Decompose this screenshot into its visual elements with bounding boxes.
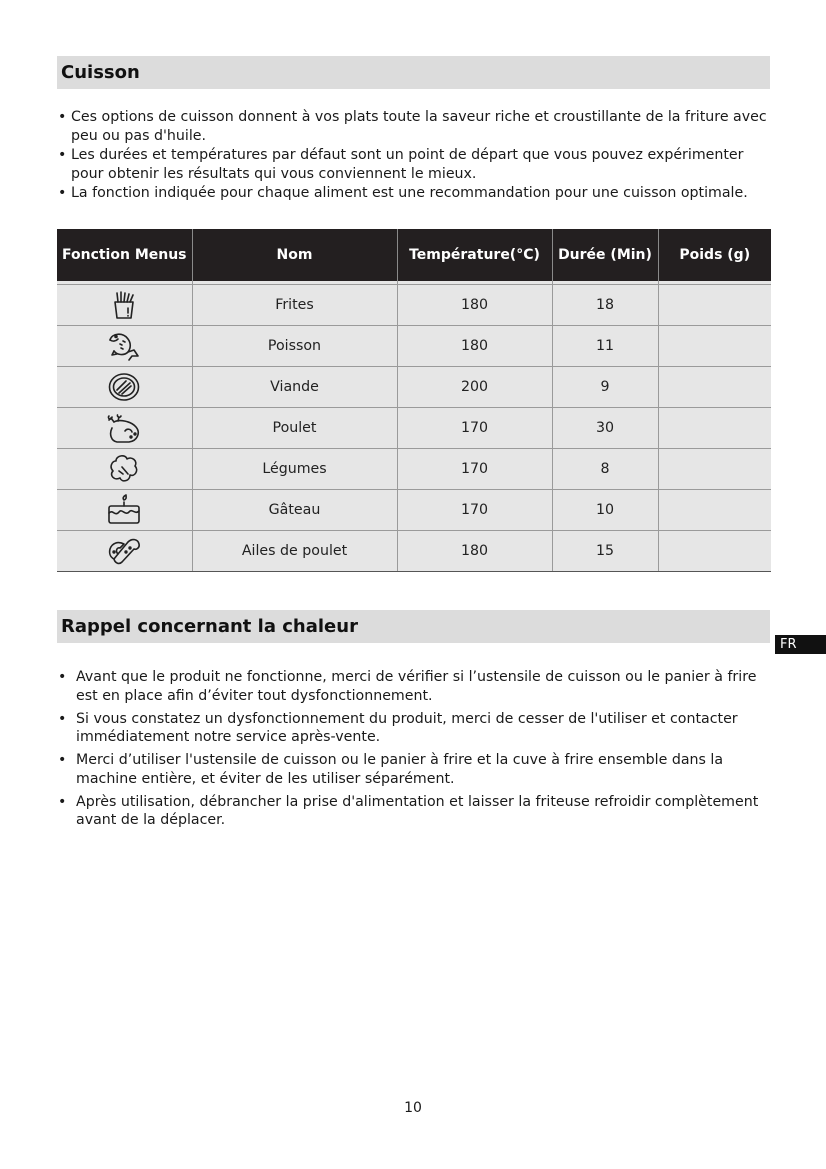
weight-value [658,367,771,408]
duration-value: 9 [552,367,658,408]
temperature-value: 180 [397,326,552,367]
temperature-value: 180 [397,285,552,326]
list-item: • Merci d’utiliser l'ustensile de cuisson ou le panier à frire et la cuve à frire ensemble dans la machine entière, et éviter de les utiliser séparément. [58,751,770,788]
list-item: • Avant que le produit ne fonctionne, merci de vérifier si l’ustensile de cuisson ou le panier à frire est en place afin d’éviter tout dysfonctionnement. [58,668,770,705]
header-duration: Durée (Min) [552,229,658,281]
food-name: Ailes de poulet [192,531,397,572]
section-title-heat-reminder: Rappel concernant la chaleur [57,610,770,643]
food-name: Poulet [192,408,397,449]
table-row [57,531,771,572]
food-name: Légumes [192,449,397,490]
table-row [57,449,771,490]
chicken-wings-icon [106,535,142,567]
heat-reminder-list [58,668,770,834]
header-weight: Poids (g) [658,229,771,281]
weight-value [658,490,771,531]
list-item: • Si vous constatez un dysfonctionnement du produit, merci de cesser de l'utiliser et contacter immédiatement notre service après-vente. [58,710,770,747]
fries-icon [109,290,139,320]
temperature-value: 170 [397,408,552,449]
cake-icon [106,494,142,526]
list-item: • La fonction indiquée pour chaque aliment est une recommandation pour une cuisson optimale. [58,184,770,203]
table-row [57,490,771,531]
weight-value [658,449,771,490]
table-row [57,367,771,408]
duration-value: 10 [552,490,658,531]
language-badge: FR [775,635,826,654]
fish-icon [107,330,141,362]
table-row [57,408,771,449]
food-name: Gâteau [192,490,397,531]
weight-value [658,285,771,326]
vegetable-icon [108,453,140,485]
temperature-value: 180 [397,531,552,572]
chicken-icon [105,412,143,444]
header-temperature: Température(°C) [397,229,552,281]
weight-value [658,531,771,572]
temperature-value: 170 [397,490,552,531]
table-row [57,285,771,326]
duration-value: 15 [552,531,658,572]
food-name: Viande [192,367,397,408]
cooking-notes-list [58,108,770,203]
page-number: 10 [404,1100,422,1116]
cooking-table [57,229,771,572]
temperature-value: 200 [397,367,552,408]
duration-value: 8 [552,449,658,490]
duration-value: 30 [552,408,658,449]
weight-value [658,408,771,449]
weight-value [658,326,771,367]
section-title-cuisson: Cuisson [57,56,770,89]
header-function: Fonction Menus [57,229,192,281]
duration-value: 18 [552,285,658,326]
list-item: • Les durées et températures par défaut sont un point de départ que vous pouvez expérimenter pour obtenir les résultats qui vous conviennent le mieux. [58,146,770,184]
food-name: Frites [192,285,397,326]
table-header-row [57,229,771,281]
food-name: Poisson [192,326,397,367]
steak-icon [107,371,141,403]
list-item: • Ces options de cuisson donnent à vos plats toute la saveur riche et croustillante de la friture avec peu ou pas d'huile. [58,108,770,146]
duration-value: 11 [552,326,658,367]
temperature-value: 170 [397,449,552,490]
header-name: Nom [192,229,397,281]
list-item: • Après utilisation, débrancher la prise d'alimentation et laisser la friteuse refroidir complètement avant de la déplacer. [58,793,770,830]
table-row [57,326,771,367]
